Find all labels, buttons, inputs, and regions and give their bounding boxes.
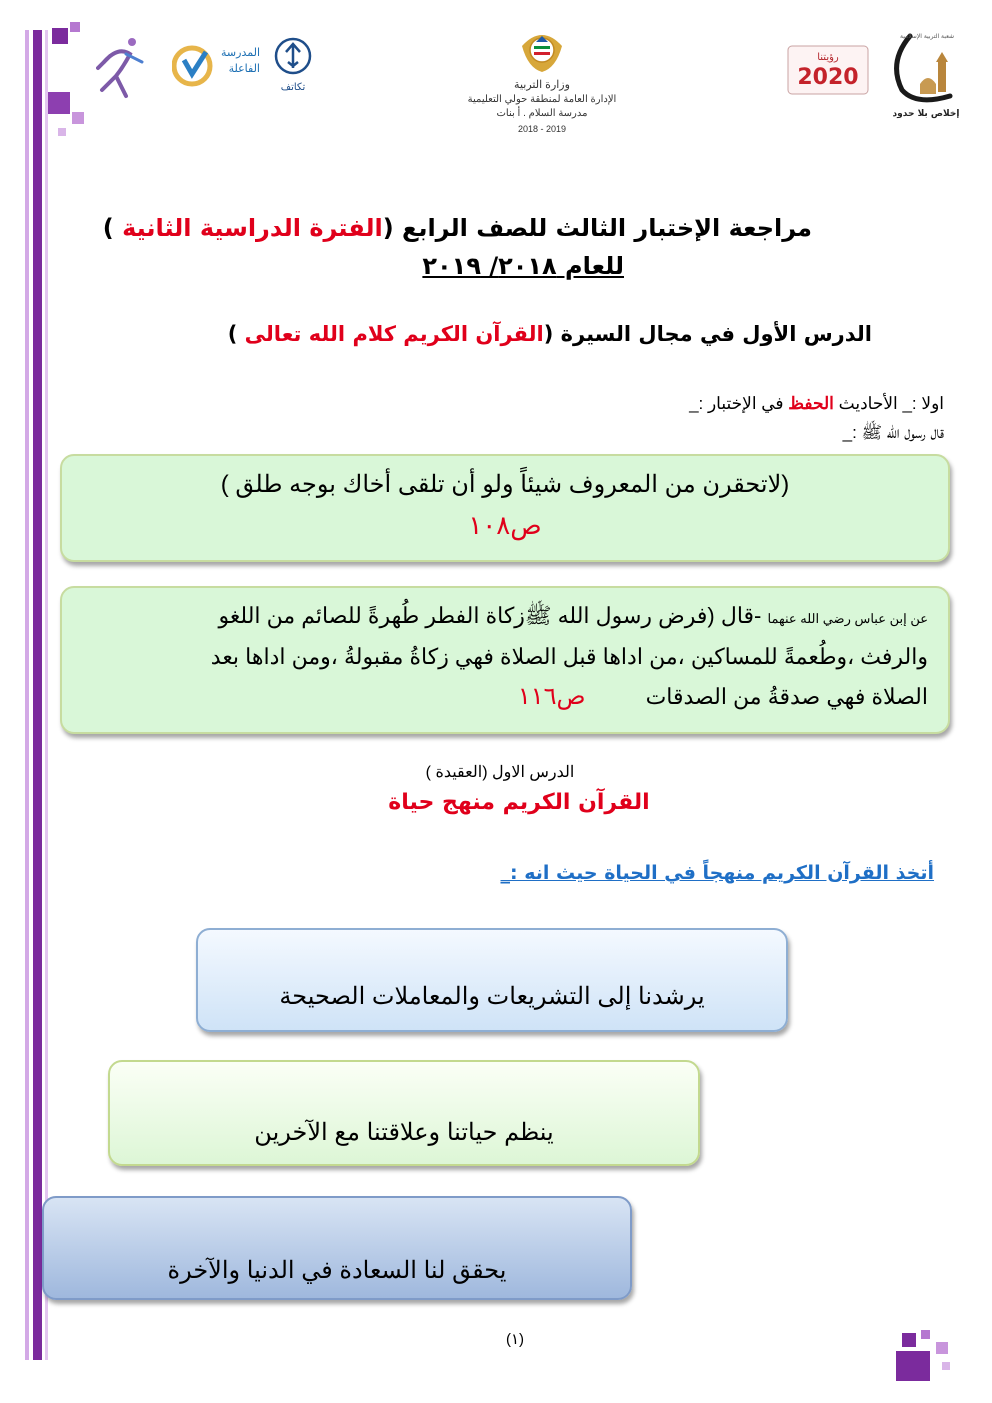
hadith-section-label [689, 394, 944, 414]
title-prefix: مراجعة الإختبار الثالث للصف الرابع ( [382, 214, 812, 242]
vision-year: 2020 [797, 65, 859, 90]
answer-box-1 [196, 928, 788, 1032]
page-subtitle-year: للعام ٢٠١٨/ ٢٠١٩ [422, 252, 624, 280]
runner-logo [96, 32, 146, 102]
hadith-1-text: (لاتحقرن من المعروف شيئاً ولو أن تلقى أخاك بوجه طلق ) [220, 471, 790, 498]
title-suffix: ) [102, 214, 123, 242]
section-line1-red: الحفظ [788, 394, 834, 413]
ministry-district: الإدارة العامة لمنطقة حولي التعليمية [467, 94, 617, 105]
left-border-light-2 [45, 30, 48, 1360]
dept-caption: إخلاص بلا حدود [892, 109, 960, 119]
answer-3-text: يحقق لنا السعادة في الدنيا والآخرة [167, 1257, 507, 1284]
takatuf-text: تكاتف [280, 82, 306, 93]
page-title [103, 214, 812, 242]
decor-square [52, 28, 68, 44]
question-prompt: أتخذ القرآن الكريم منهجاً في الحياة حيث انه :_ [500, 862, 934, 884]
answer-1-text: يرشدنا إلى التشريعات والمعاملات الصحيحة [279, 983, 705, 1010]
islamic-dept-logo [880, 22, 970, 122]
school-year: 2018 - 2019 [517, 124, 567, 134]
lesson2-label: الدرس الاول (العقيدة ) [425, 764, 575, 781]
lesson1-prefix: الدرس الأول في مجال السيرة ( [543, 322, 872, 346]
ministry-name: وزارة التربية [514, 79, 570, 91]
answer-box-2 [108, 1060, 700, 1166]
decor-square [942, 1362, 950, 1370]
section-line1-a: اولا :_ الأحاديث [833, 394, 944, 413]
section-line1-b: في الإختبار :_ [689, 394, 789, 413]
answer-box-3 [42, 1196, 632, 1300]
hadith-2-narrator: عن إبن عباس رضي الله عنهما [767, 611, 928, 626]
school-logo-text-2: الفاعلة [228, 62, 260, 75]
hadith-2-line3-text: الصلاة فهي صدقةُ من الصدقات [645, 684, 928, 709]
hadith-box-1 [60, 454, 950, 562]
hadith-2-line1 [218, 602, 928, 634]
hadith-box-2 [60, 586, 950, 734]
answer-2-text: ينظم حياتنا وعلاقتنا مع الآخرين [254, 1119, 554, 1146]
decor-square [896, 1351, 930, 1381]
lesson1-red: القرآن الكريم كلام الله تعالى [244, 322, 544, 346]
title-red-part: الفترة الدراسية الثانية [122, 214, 383, 242]
page-number: (١) [505, 1331, 525, 1348]
dept-text: شعبة التربية الإسلامية [899, 33, 954, 40]
school-name: مدرسة السلام . أ بنات [496, 108, 588, 119]
prophet-said-label: قال رسول الله ﷺ :_ [842, 423, 944, 442]
left-border-light [25, 30, 29, 1360]
school-logo-text: المدرسة [221, 46, 260, 59]
decor-square [70, 22, 80, 32]
left-border [33, 30, 42, 1360]
hadith-2-line1-text: -قال (فرض رسول الله ﷺزكاة الفطر طُهرةً للصائم من اللغو [218, 603, 762, 628]
vision-2020-logo [786, 44, 870, 96]
hadith-2-line3 [518, 682, 928, 711]
hadith-2-line2: والرفث ،وطُعمةً للمساكين ،من اداها قبل الصلاة فهي زكاةُ مقبولةُ ،ومن اداها بعد [210, 644, 928, 669]
hadith-1-page: ص١٠٨ [468, 510, 542, 540]
hadith-2-page: ص١١٦ [517, 683, 586, 710]
vision-text: رؤيتنا [817, 52, 839, 63]
lesson2-title: القرآن الكريم منهج حياة [388, 790, 650, 815]
lesson1-heading [228, 322, 872, 346]
lesson1-suffix: ) [227, 322, 245, 346]
kuwait-emblem [512, 24, 572, 74]
